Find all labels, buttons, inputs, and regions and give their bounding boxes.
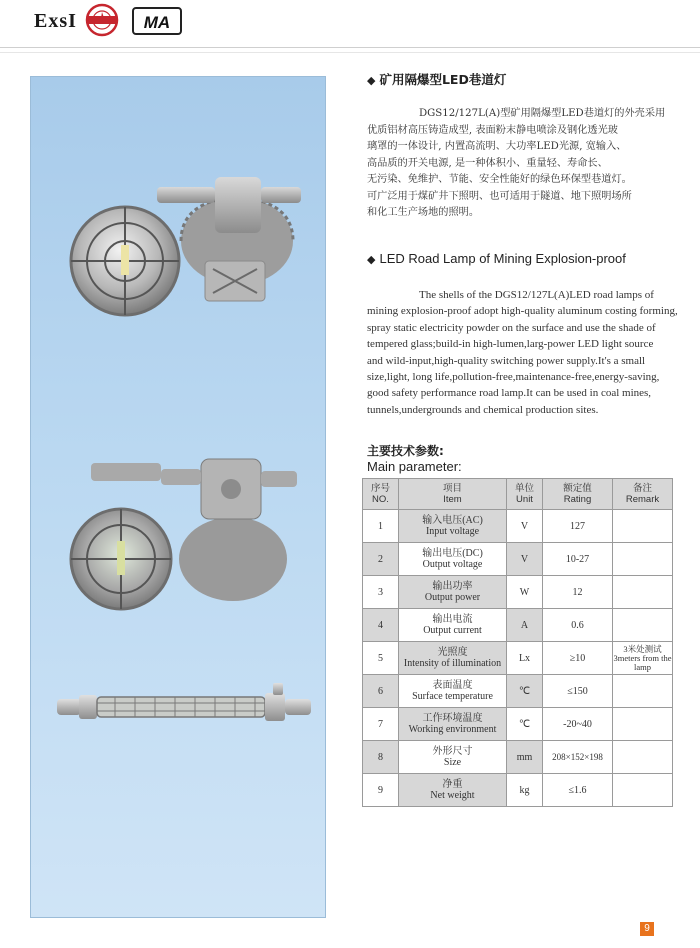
cell-remark: 3米处测试 3meters from the lamp [613,642,673,675]
cn-line: 和化工生产场地的照明。 [367,207,480,218]
cell-no: 2 [363,543,399,576]
header-rule-2 [0,52,700,53]
header-remark: 备注 Remark [613,479,673,510]
cn-line: 无污染、免维护、节能、安全性能好的绿色环保型巷道灯。 [367,174,632,185]
cell-item: 输出功率 Output power [399,576,507,609]
cell-unit: ℃ [507,708,543,741]
cell-item: 净重 Net weight [399,774,507,807]
cell-unit: W [507,576,543,609]
parameter-table [362,478,673,807]
table-row [363,642,673,675]
header-rating: 额定值 Rating [543,479,613,510]
diamond-bullet-icon: ◆ [367,254,376,266]
params-heading-cn: 主要技术参数: [367,444,444,458]
page-number-badge: 9 [640,922,654,936]
cn-section-title [367,70,506,88]
cell-unit: ℃ [507,675,543,708]
cn-line: DGS12/127L(A)型矿用隔爆型LED巷道灯的外壳采用 [419,108,666,119]
table-header-row [363,479,673,510]
en-title-text: LED Road Lamp of Mining Explosion-proof [379,251,626,266]
cell-rating: 208×152×198 [543,741,613,774]
header-rule [0,47,700,48]
header-item: 项目 Item [399,479,507,510]
table-row [363,510,673,543]
cell-remark [613,741,673,774]
table-row [363,576,673,609]
table-row [363,675,673,708]
cell-item: 输出电压(DC) Output voltage [399,543,507,576]
en-line: and wild-input,high-quality switching power supply.It's a small [367,354,646,367]
exsi-logo: ExsI [34,10,77,32]
cn-line: 璃罩的一体设计, 内置高流明、大功率LED光源, 宽输入、 [367,141,627,152]
en-line: size,light, long life,pollution-free,maintenance-free,energy-saving, [367,371,660,384]
cell-unit: mm [507,741,543,774]
ma-certification-logo [132,7,182,35]
cell-remark [613,708,673,741]
road-lamp-photo-1 [65,161,305,341]
seal-logo [82,2,122,38]
cell-no: 9 [363,774,399,807]
cell-unit: V [507,543,543,576]
cell-remark [613,576,673,609]
en-description [367,287,687,418]
cell-no: 1 [363,510,399,543]
cell-item: 工作环境温度 Working environment [399,708,507,741]
cell-unit: Lx [507,642,543,675]
table-row [363,609,673,642]
cell-item: 外形尺寸 Size [399,741,507,774]
svg-text:MA: MA [143,13,171,32]
header-unit: 单位 Unit [507,479,543,510]
cell-unit: V [507,510,543,543]
cell-rating: ≥10 [543,642,613,675]
cell-rating: 0.6 [543,609,613,642]
table-row [363,708,673,741]
table-row [363,774,673,807]
cell-remark [613,543,673,576]
params-heading-en: Main parameter: [367,459,462,474]
cell-no: 3 [363,576,399,609]
en-section-title [367,251,626,266]
cn-title-text: 矿用隔爆型LED巷道灯 [379,72,507,87]
product-photo-panel [30,76,326,918]
cell-remark [613,609,673,642]
cn-line: 可广泛用于煤矿井下照明、也可适用于隧道、地下照明场所 [367,190,632,202]
road-lamp-photo-2 [61,449,301,629]
cell-no: 6 [363,675,399,708]
en-line: spray static electricity powder on the surface and use the shade of [367,321,656,334]
diamond-bullet-icon: ◆ [367,74,376,87]
header-no: 序号 NO. [363,479,399,510]
en-line: good safety performance road lamp.It can be used in coal mines, [367,387,652,400]
cell-remark [613,774,673,807]
cell-no: 4 [363,609,399,642]
cell-item: 光照度 Intensity of illumination [399,642,507,675]
en-line: tunnels,undergrounds and chemical production sites. [367,403,599,416]
cn-line: 高品质的开关电源, 是一种体积小、重量轻、寿命长、 [367,157,608,169]
cell-no: 8 [363,741,399,774]
cn-line: 优质铝材高压铸造成型, 表面粉末静电喷涂及钢化透光玻 [367,124,618,136]
cell-unit: A [507,609,543,642]
params-heading [367,442,462,474]
cell-remark [613,675,673,708]
cell-remark [613,510,673,543]
en-line: mining explosion-proof adopt high-quality aluminum costing forming, [367,305,678,318]
cell-rating: -20~40 [543,708,613,741]
en-line: tempered glass;build-in high-lumen,larg-power LED light source [367,338,654,351]
cell-rating: ≤1.6 [543,774,613,807]
cell-rating: 12 [543,576,613,609]
cell-rating: 10-27 [543,543,613,576]
cell-no: 5 [363,642,399,675]
cell-item: 表面温度 Surface temperature [399,675,507,708]
tube-lamp-photo [55,683,315,733]
cell-rating: 127 [543,510,613,543]
table-row [363,741,673,774]
cell-item: 输入电压(AC) Input voltage [399,510,507,543]
cell-rating: ≤150 [543,675,613,708]
cell-item: 输出电流 Output current [399,609,507,642]
table-row [363,543,673,576]
cn-description [367,106,677,222]
cell-no: 7 [363,708,399,741]
cell-unit: kg [507,774,543,807]
en-line: The shells of the DGS12/127L(A)LED road lamps of [419,289,654,301]
